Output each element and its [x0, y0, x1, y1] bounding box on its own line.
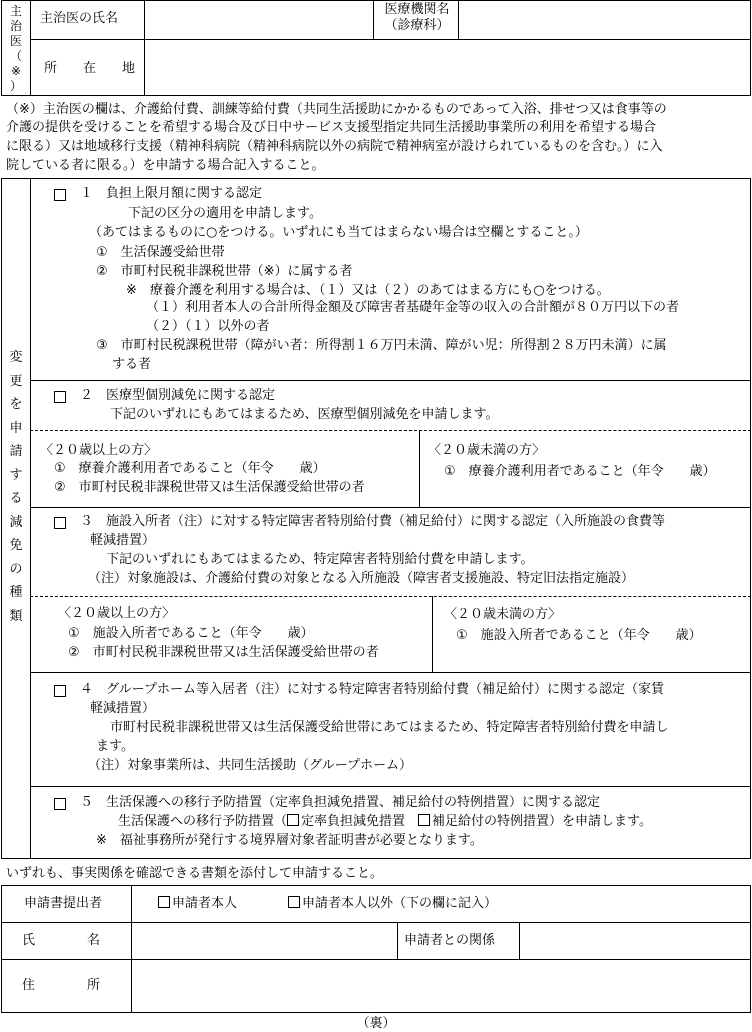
section3-line: 下記のいずれにもあてはまるため、特定障害者特別給付費を申請します。 [106, 552, 534, 567]
section1-checkbox[interactable] [54, 189, 66, 201]
section4-checkbox[interactable] [54, 685, 66, 697]
section5-checkbox[interactable] [54, 798, 66, 810]
section1-line: 下記の区分の適用を申請します。 [128, 206, 322, 221]
section3-left-item: ② 市町村民税非課税世帯又は生活保護受給世帯の者 [68, 645, 379, 660]
section1-option[interactable]: ② 市町村民税非課税世帯（※）に属する者 [96, 264, 353, 279]
section5-title: ５ 生活保護への移行予防措置（定率負担減免措置、補足給付の特例措置）に関する認定 [80, 795, 601, 810]
section4-line: ます。 [96, 739, 134, 754]
section5-line: 生活保護への移行予防措置（ 定率負担減免措置 補足給付の特例措置）を申請します。 [118, 814, 652, 829]
relation-field[interactable] [521, 924, 749, 957]
page-footer: （裏） [356, 1016, 396, 1031]
other-checkbox[interactable] [288, 896, 300, 908]
section2-right-head: 〈２０歳未満の方〉 [428, 443, 546, 458]
rate-reduction-checkbox[interactable] [287, 814, 299, 826]
relation-label: 申請者との関係 [404, 933, 496, 948]
section1-option[interactable]: （２）（１）以外の者 [146, 319, 270, 334]
submitter-label: 申請書提出者 [24, 896, 103, 911]
section1-line: ※ 療養介護を利用する場合は、（１）又は（２）のあてはまる方にも○をつける。 [126, 283, 610, 298]
section1-title: １ 負担上限月額に関する認定 [80, 186, 263, 201]
section3-right-head: 〈２０歳未満の方〉 [444, 607, 562, 622]
doctor-address-label: 所 在 地 [44, 61, 136, 76]
doctor-side-label: 主 治 医 （ ※ ） [9, 4, 22, 93]
section3-line: （注）対象施設は、介護給付費の対象となる入所施設（障害者支援施設、特定旧法指定施設） [88, 571, 635, 586]
supplementary-special-checkbox[interactable] [418, 814, 430, 826]
section3-checkbox[interactable] [54, 517, 66, 529]
self-checkbox[interactable] [158, 896, 170, 908]
doctor-name-label: 主治医の氏名 [40, 11, 119, 26]
section4-title-cont: 軽減措置） [90, 701, 156, 716]
section5-note: ※ 福祉事務所が発行する境界層対象者証明書が必要となります。 [96, 833, 483, 848]
section4-title: ４ グループホーム等入居者（注）に対する特定障害者特別給付費（補足給付）に関する認定（家賃 [80, 682, 664, 697]
reduction-side-label: 変 更 を 申 請 す る 減 免 の 種 類 [9, 350, 23, 624]
section1-option[interactable]: ③ 市町村民税課税世帯（障がい者：所得割１６万円未満、障がい児：所得割２８万円未満）に属 [96, 338, 667, 353]
applicant-name-label: 氏 名 [22, 933, 101, 948]
section2-line: 下記のいずれにもあてはまるため、医療型個別減免を申請します。 [110, 407, 499, 422]
applicant-address-label: 住 所 [22, 978, 101, 993]
section1-option[interactable]: （１）利用者本人の合計所得金額及び障害者基礎年金等の収入の合計額が８０万円以下の者 [146, 300, 680, 315]
section3-left-item: ① 施設入所者であること（年令 歳） [68, 626, 314, 641]
institution-label: 医療機関名 （診療科） [384, 2, 450, 33]
section2-left-head: 〈２０歳以上の方〉 [40, 443, 158, 458]
applicant-address-field[interactable] [133, 961, 749, 1011]
applicant-name-field[interactable] [133, 924, 395, 957]
section3-title: ３ 施設入所者（注）に対する特定障害者特別給付費（補足給付）に関する認定（入所施設の食費等 [80, 514, 666, 529]
submitter-option-self[interactable]: 申請者本人 [158, 896, 237, 912]
section3-right-item: ① 施設入所者であること（年令 歳） [456, 628, 702, 643]
section2-title: ２ 医療型個別減免に関する認定 [80, 388, 276, 403]
section2-right-item: ① 療養介護利用者であること（年令 歳） [444, 464, 716, 479]
section3-left-head: 〈２０歳以上の方〉 [58, 606, 176, 621]
institution-field[interactable] [460, 2, 750, 37]
section2-checkbox[interactable] [54, 391, 66, 403]
bottom-note: いずれも、事実関係を確認できる書類を添付して申請すること。 [6, 866, 384, 881]
section4-line: 市町村民税非課税世帯又は生活保護受給世帯にあてはまるため、特定障害者特別給付費を申請し [110, 720, 669, 735]
section1-line: （あてはまるものに○をつける。いずれにも当てはまらない場合は空欄とすること。） [89, 225, 588, 240]
doctor-address-field[interactable] [146, 41, 750, 95]
section4-line: （注）対象事業所は、共同生活援助（グループホーム） [88, 758, 412, 773]
section1-option[interactable]: ① 生活保護受給世帯 [96, 245, 225, 260]
section3-title-cont: 軽減措置） [90, 533, 156, 548]
section2-left-item: ② 市町村民税非課税世帯又は生活保護受給世帯の者 [54, 480, 365, 495]
section2-left-item: ① 療養介護利用者であること（年令 歳） [54, 461, 326, 476]
submitter-option-other[interactable]: 申請者本人以外（下の欄に記入） [288, 896, 497, 912]
section1-line: する者 [112, 357, 152, 372]
doctor-name-field[interactable] [146, 2, 372, 37]
